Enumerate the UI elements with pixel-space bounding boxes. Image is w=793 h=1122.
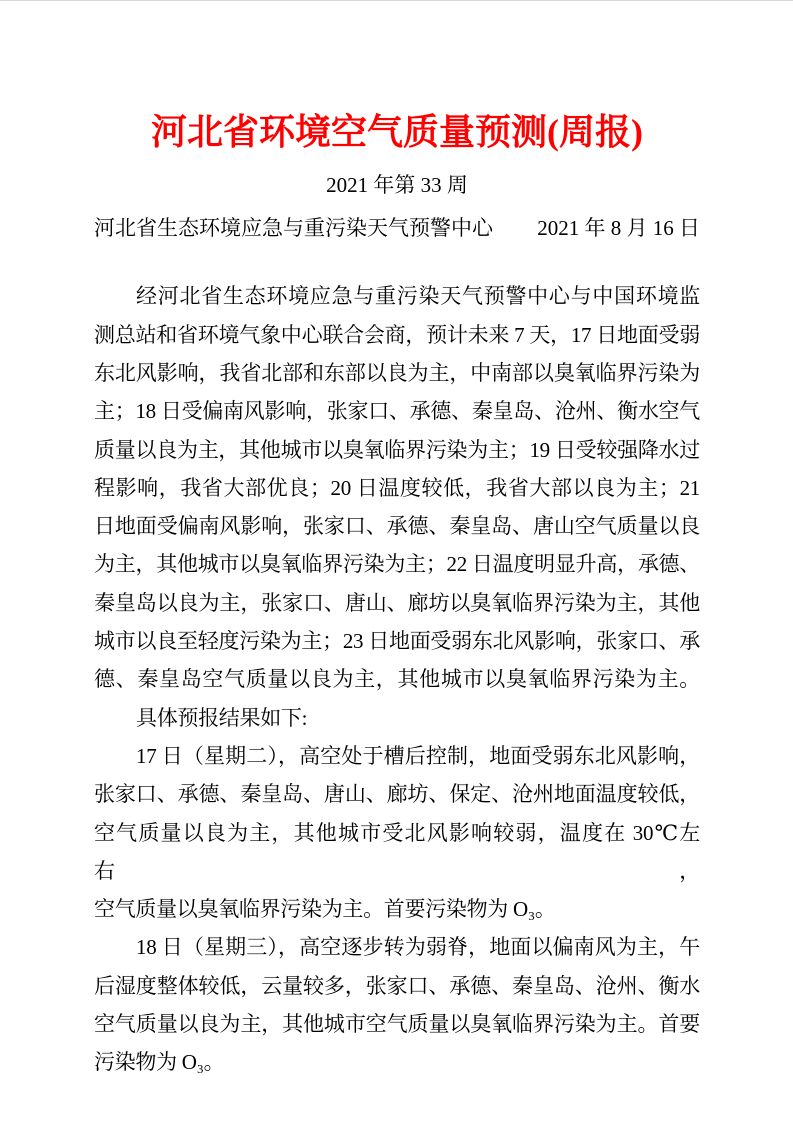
text-line: 张家口、承德、秦皇岛、唐山、廊坊、保定、沧州地面温度较低， <box>94 782 700 807</box>
issuing-agency: 河北省生态环境应急与重污染天气预警中心 <box>94 216 493 241</box>
text-line: 程影响，我省大部优良；20 日温度较低，我省大部以良为主；21 <box>94 475 700 500</box>
text-line: 城市以良至轻度污染为主；23 日地面受弱东北风影响，张家口、承 <box>94 629 700 654</box>
text-line: 空气质量以臭氧临界污染为主。首要污染物为 O₃。 <box>94 897 556 922</box>
document-body <box>94 277 700 1081</box>
document-title: 河北省环境空气质量预测(周报) <box>151 112 643 152</box>
text-line: 德、秦皇岛空气质量以良为主，其他城市以臭氧临界污染为主。 <box>94 667 700 692</box>
text-line: 秦皇岛以良为主，张家口、唐山、廊坊以臭氧临界污染为主，其他 <box>94 590 700 615</box>
text-line: 空气质量以良为主，其他城市受北风影响较弱，温度在 30℃左右， <box>94 820 700 883</box>
paragraph <box>94 928 700 1081</box>
text-line: 经河北省生态环境应急与重污染天气预警中心与中国环境监 <box>136 284 700 309</box>
text-line: 17 日（星期二），高空处于槽后控制，地面受弱东北风影响， <box>136 743 700 768</box>
week-number: 2021 年第 33 周 <box>326 173 468 198</box>
issue-date: 2021 年 8 月 16 日 <box>537 216 700 241</box>
text-line: 后湿度整体较低，云量较多，张家口、承德、秦皇岛、沧州、衡水 <box>94 973 700 998</box>
paragraph <box>94 277 700 698</box>
text-line: 质量以良为主，其他城市以臭氧临界污染为主；19 日受较强降水过 <box>94 437 700 462</box>
byline <box>94 212 700 245</box>
paragraph <box>94 699 700 737</box>
text-line: 为主，其他城市以臭氧临界污染为主；22 日温度明显升高，承德、 <box>94 552 700 577</box>
text-line: 污染物为 O₃。 <box>94 1050 225 1075</box>
text-line: 主；18 日受偏南风影响，张家口、承德、秦皇岛、沧州、衡水空气 <box>94 399 700 424</box>
text-line: 东北风影响，我省北部和东部以良为主，中南部以臭氧临界污染为 <box>94 360 700 385</box>
text-line: 日地面受偏南风影响，张家口、承德、秦皇岛、唐山空气质量以良 <box>94 514 700 539</box>
text-line: 测总站和省环境气象中心联合会商，预计未来 7 天，17 日地面受弱 <box>94 322 700 347</box>
text-line: 具体预报结果如下: <box>136 705 308 730</box>
text-line: 空气质量以良为主，其他城市空气质量以臭氧临界污染为主。首要 <box>94 1012 700 1037</box>
paragraph <box>94 737 700 928</box>
text-line: 18 日（星期三），高空逐步转为弱脊，地面以偏南风为主，午 <box>136 935 700 960</box>
